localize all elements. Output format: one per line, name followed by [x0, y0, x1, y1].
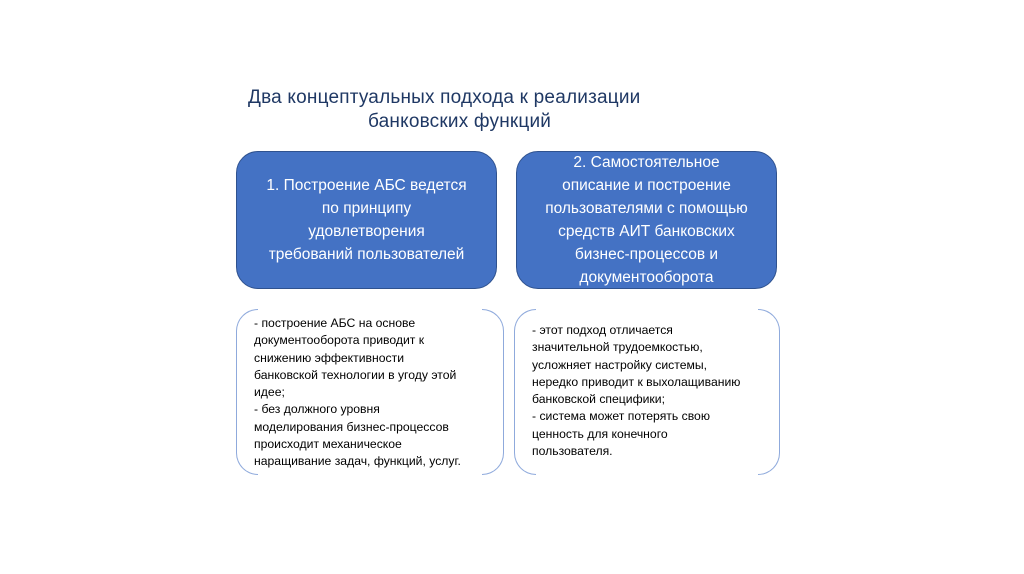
note-line: банковской специфики;	[532, 392, 665, 407]
note-line: ценность для конечного	[532, 426, 668, 441]
approach-1-note	[254, 315, 461, 471]
approach-2-heading-line: 2. Самостоятельное	[573, 154, 720, 171]
approach-1-heading-line: требований пользователей	[268, 246, 465, 263]
approach-2-heading-line: средств АИТ банковских	[558, 223, 735, 240]
note-line: нередко приводит к выхолащиванию	[532, 374, 741, 389]
approach-2-heading-line: пользователями с помощью	[545, 200, 748, 217]
note-line: снижению эффективности	[254, 350, 405, 365]
note-line: - система может потерять свою	[532, 409, 710, 424]
note-line: наращивание задач, функций, услуг.	[254, 454, 461, 469]
approach-2-box	[516, 151, 777, 289]
slide-title	[200, 86, 760, 134]
note-line: моделирования бизнес-процессов	[254, 419, 449, 434]
note-line: усложняет настройку системы,	[532, 357, 708, 372]
note-line: - построение АБС на основе	[254, 316, 416, 330]
right-bracket-shape	[482, 309, 504, 475]
right-bracket-shape	[758, 309, 780, 475]
note-line: пользователя.	[532, 444, 613, 459]
note-line: происходит механическое	[254, 437, 402, 452]
approach-1-heading-line: по принципу	[321, 200, 412, 217]
note-line: - без должного уровня	[254, 402, 380, 417]
approach-1-box	[236, 151, 497, 289]
approach-2-heading-line: описание и построение	[562, 177, 731, 194]
approach-2-heading-line: документооборота	[579, 269, 714, 286]
note-line: документооборота приводит к	[254, 333, 425, 348]
approach-2-heading-line: бизнес-процессов и	[574, 246, 719, 263]
slide-title-line-1: Два концептуальных подхода к реализации	[248, 87, 641, 108]
note-line: - этот подход отличается	[532, 323, 673, 337]
approach-2-heading	[545, 151, 748, 289]
approach-1-heading	[266, 174, 466, 266]
slide-title-line-2: банковских функций	[368, 111, 552, 132]
note-line: идее;	[254, 385, 285, 400]
approach-1-heading-line: удовлетворения	[308, 223, 425, 240]
approach-1-heading-line: 1. Построение АБС ведется	[266, 177, 467, 194]
approach-2-note	[532, 322, 740, 460]
note-line: банковской технологии в угоду этой	[254, 367, 457, 382]
note-line: значительной трудоемкостью,	[532, 340, 703, 355]
